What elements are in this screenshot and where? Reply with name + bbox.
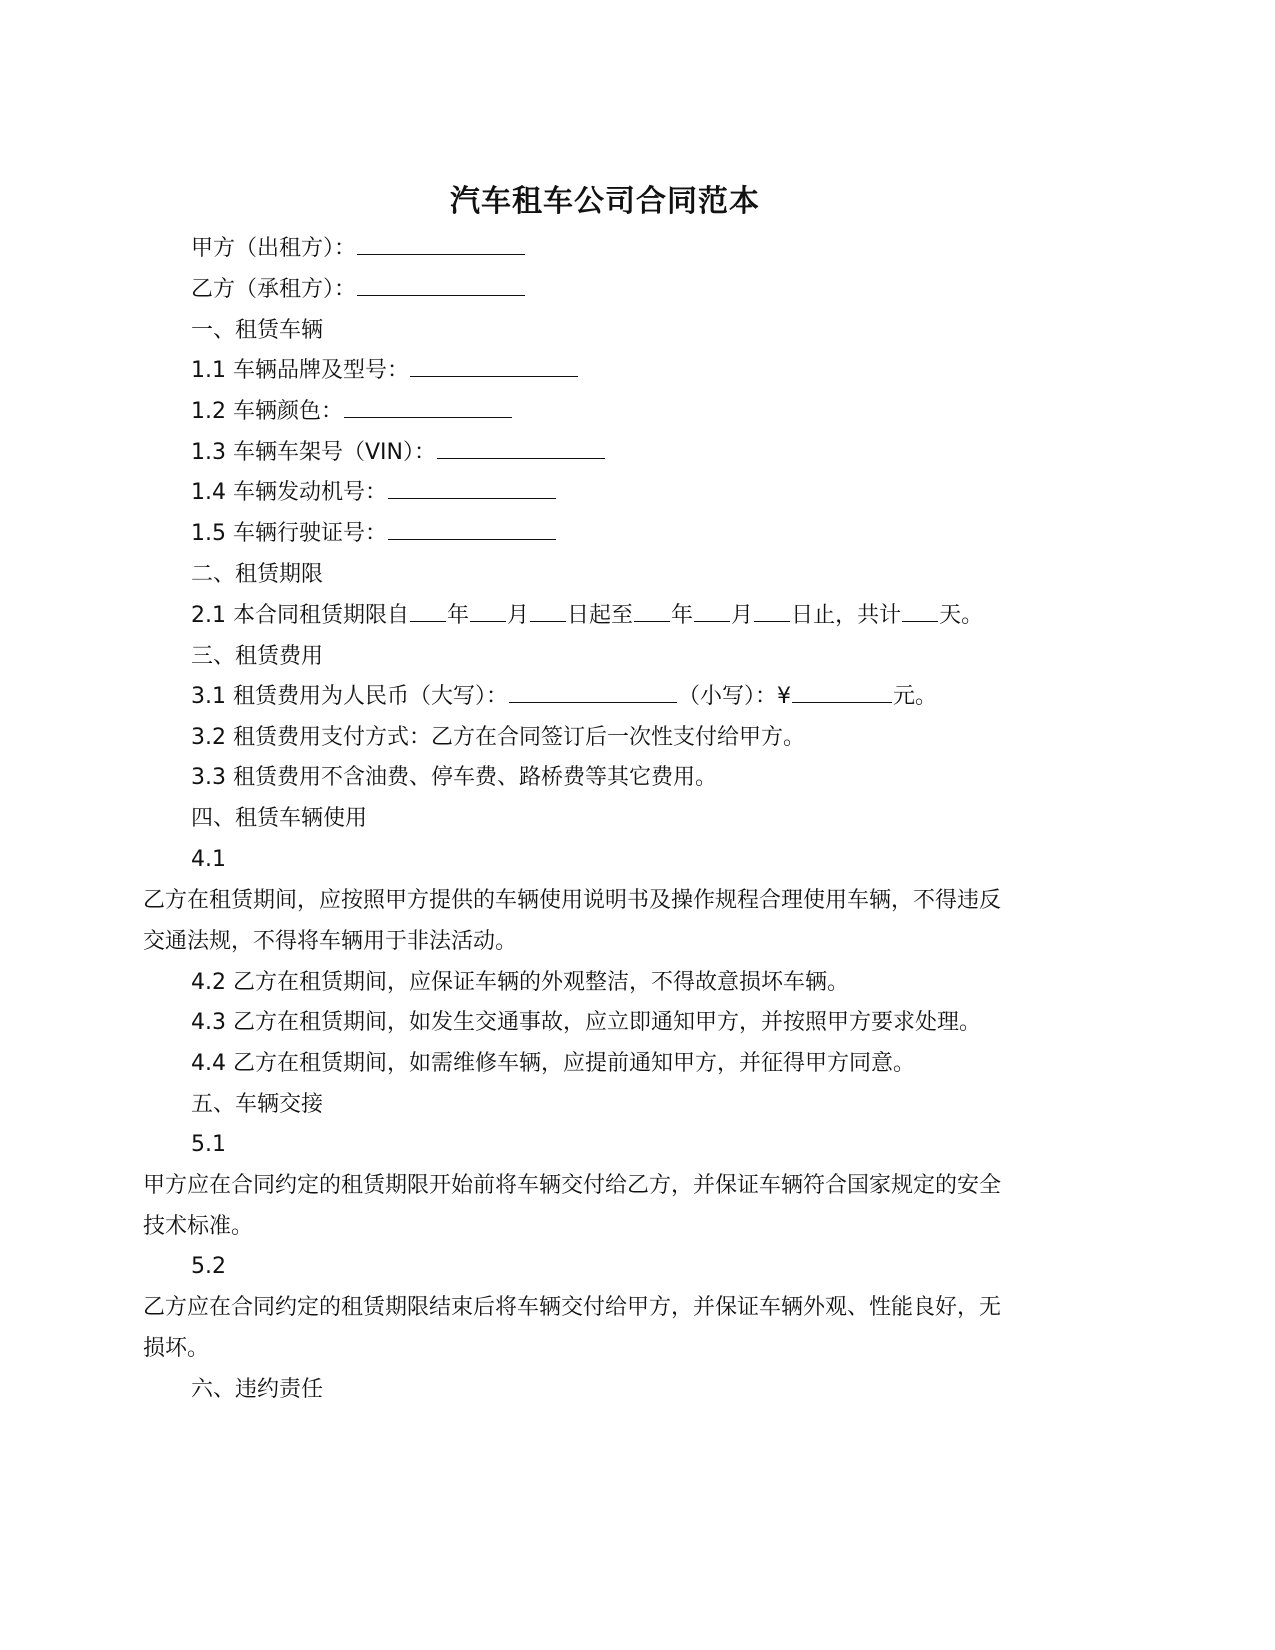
item-4-2: 4.2 乙方在租赁期间，应保证车辆的外观整洁，不得故意损坏车辆。 bbox=[191, 970, 849, 995]
end-day-blank bbox=[754, 601, 790, 622]
item-1-5-label: 1.5 车辆行驶证号： bbox=[191, 521, 387, 546]
section-1-heading: 一、租赁车辆 bbox=[191, 318, 324, 343]
year-label: 年 bbox=[446, 603, 469, 628]
party-a-blank bbox=[357, 234, 525, 255]
item-1-2 bbox=[191, 397, 513, 427]
days-label: 天。 bbox=[939, 603, 984, 628]
item-4-1-text-1: 乙方在租赁期间，应按照甲方提供的车辆使用说明书及操作规程合理使用车辆，不得违反 bbox=[143, 888, 1002, 913]
month-label: 月 bbox=[731, 603, 754, 628]
item-1-4 bbox=[191, 478, 557, 508]
item-5-1-text-2: 技术标准。 bbox=[143, 1214, 254, 1239]
item-4-4: 4.4 乙方在租赁期间，如需维修车辆，应提前通知甲方，并征得甲方同意。 bbox=[191, 1051, 915, 1076]
amount-figures-label: （小写）：¥ bbox=[677, 684, 791, 709]
end-year-blank bbox=[634, 601, 670, 622]
item-5-2-text-2: 损坏。 bbox=[143, 1336, 210, 1361]
section-4-heading: 四、租赁车辆使用 bbox=[191, 806, 368, 831]
total-days-blank bbox=[902, 601, 938, 622]
end-month-blank bbox=[694, 601, 730, 622]
day-from-label: 日起至 bbox=[567, 603, 634, 628]
item-5-1-number: 5.1 bbox=[191, 1132, 226, 1157]
item-1-2-blank bbox=[344, 397, 512, 418]
section-3-heading: 三、租赁费用 bbox=[191, 644, 324, 669]
party-b-label: 乙方（承租方）： bbox=[191, 277, 357, 302]
item-1-5-blank bbox=[388, 519, 556, 540]
amount-figures-blank bbox=[792, 682, 892, 703]
item-3-1-label: 3.1 租赁费用为人民币（大写）： bbox=[191, 684, 508, 709]
start-day-blank bbox=[530, 601, 566, 622]
item-1-3 bbox=[191, 438, 606, 468]
item-1-5 bbox=[191, 519, 557, 549]
item-2-1 bbox=[191, 601, 983, 631]
start-year-blank bbox=[410, 601, 446, 622]
item-1-1-label: 1.1 车辆品牌及型号： bbox=[191, 358, 409, 383]
item-5-2-number: 5.2 bbox=[191, 1254, 226, 1279]
item-3-1 bbox=[191, 682, 937, 712]
item-1-3-label: 1.3 车辆车架号（VIN）： bbox=[191, 440, 436, 465]
item-1-4-blank bbox=[388, 478, 556, 499]
item-5-1-text-1: 甲方应在合同约定的租赁期限开始前将车辆交付给乙方，并保证车辆符合国家规定的安全 bbox=[143, 1173, 1002, 1198]
party-a-line bbox=[191, 234, 526, 264]
item-1-1 bbox=[191, 356, 579, 386]
amount-words-blank bbox=[509, 682, 677, 703]
section-5-heading: 五、车辆交接 bbox=[191, 1092, 324, 1117]
item-1-1-blank bbox=[410, 356, 578, 377]
item-1-3-blank bbox=[437, 438, 605, 459]
item-1-4-label: 1.4 车辆发动机号： bbox=[191, 480, 387, 505]
item-4-1-number: 4.1 bbox=[191, 847, 226, 872]
party-b-line bbox=[191, 275, 526, 305]
start-month-blank bbox=[470, 601, 506, 622]
item-2-1-label: 2.1 本合同租赁期限自 bbox=[191, 603, 409, 628]
item-1-2-label: 1.2 车辆颜色： bbox=[191, 399, 343, 424]
yuan-label: 元。 bbox=[892, 684, 937, 709]
section-6-heading: 六、违约责任 bbox=[191, 1377, 324, 1402]
item-3-3: 3.3 租赁费用不含油费、停车费、路桥费等其它费用。 bbox=[191, 765, 717, 790]
party-a-label: 甲方（出租方）： bbox=[191, 236, 357, 261]
year-label: 年 bbox=[671, 603, 694, 628]
day-to-label: 日止，共计 bbox=[791, 603, 902, 628]
item-3-2: 3.2 租赁费用支付方式：乙方在合同签订后一次性支付给甲方。 bbox=[191, 725, 805, 750]
item-4-1-text-2: 交通法规，不得将车辆用于非法活动。 bbox=[143, 929, 518, 954]
document-title: 汽车租车公司合同范本 bbox=[450, 184, 760, 219]
party-b-blank bbox=[357, 275, 525, 296]
month-label: 月 bbox=[507, 603, 530, 628]
section-2-heading: 二、租赁期限 bbox=[191, 562, 324, 587]
item-5-2-text-1: 乙方应在合同约定的租赁期限结束后将车辆交付给甲方，并保证车辆外观、性能良好，无 bbox=[143, 1295, 1002, 1320]
item-4-3: 4.3 乙方在租赁期间，如发生交通事故，应立即通知甲方，并按照甲方要求处理。 bbox=[191, 1010, 981, 1035]
